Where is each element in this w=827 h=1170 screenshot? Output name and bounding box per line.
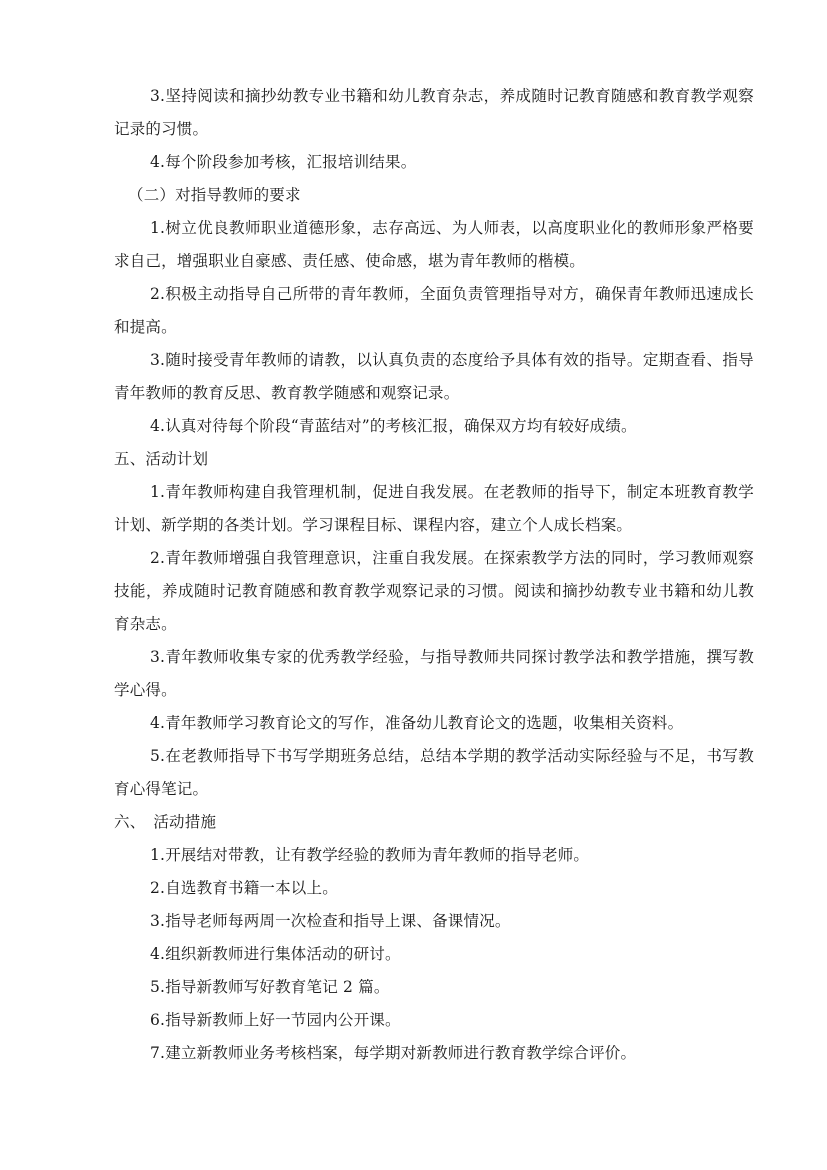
paragraph-item: 4.每个阶段参加考核，汇报培训结果。: [150, 153, 417, 171]
paragraph-item: 4.组织新教师进行集体活动的研讨。: [150, 945, 401, 963]
paragraph-item: 5.在老教师指导下书写学期班务总结，总结本学期的教学活动实际经验与不足，书写教育心得笔记。: [114, 747, 754, 798]
paragraph-item: 6.指导新教师上好一节园内公开课。: [150, 1011, 401, 1029]
paragraph-item: 1.青年教师构建自我管理机制，促进自我发展。在老教师的指导下，制定本班教育教学计划、新学期的各类计划。学习课程目标、课程内容，建立个人成长档案。: [114, 483, 754, 534]
paragraph-item: 7.建立新教师业务考核档案，每学期对新教师进行教育教学综合评价。: [150, 1044, 637, 1062]
paragraph-item: 1.树立优良教师职业道德形象，志存高远、为人师表，以高度职业化的教师形象严格要求自己，增强职业自豪感、责任感、使命感，堪为青年教师的楷模。: [114, 219, 754, 270]
paragraph-item: 3.坚持阅读和摘抄幼教专业书籍和幼儿教育杂志，养成随时记教育随感和教育教学观察记录的习惯。: [114, 87, 754, 138]
section-heading: 五、活动计划: [114, 450, 209, 468]
paragraph-item: 4.认真对待每个阶段“青蓝结对”的考核汇报，确保双方均有较好成绩。: [150, 417, 637, 435]
paragraph-item: 1.开展结对带教，让有教学经验的教师为青年教师的指导老师。: [150, 846, 590, 864]
paragraph-item: 2.自选教育书籍一本以上。: [150, 879, 338, 897]
section-heading: 六、 活动措施: [114, 813, 217, 831]
subsection-heading: （二）对指导教师的要求: [128, 186, 301, 204]
paragraph-item: 5.指导新教师写好教育笔记 2 篇。: [150, 978, 390, 996]
paragraph-item: 2.青年教师增强自我管理意识，注重自我发展。在探索教学方法的同时，学习教师观察技能，养成随时记教育随感和教育教学观察记录的习惯。阅读和摘抄幼教专业书籍和幼儿教育杂志。: [114, 549, 754, 633]
document-body: [114, 80, 754, 1070]
paragraph-item: 4.青年教师学习教育论文的写作，准备幼儿教育论文的选题，收集相关资料。: [150, 714, 684, 732]
paragraph-item: 2.积极主动指导自己所带的青年教师，全面负责管理指导对方，确保青年教师迅速成长和提高。: [114, 285, 754, 336]
paragraph-item: 3.指导老师每两周一次检查和指导上课、备课情况。: [150, 912, 511, 930]
paragraph-item: 3.青年教师收集专家的优秀教学经验，与指导教师共同探讨教学法和教学措施，撰写教学心得。: [114, 648, 754, 699]
paragraph-item: 3.随时接受青年教师的请教，以认真负责的态度给予具体有效的指导。定期查看、指导青年教师的教育反思、教育教学随感和观察记录。: [114, 351, 754, 402]
